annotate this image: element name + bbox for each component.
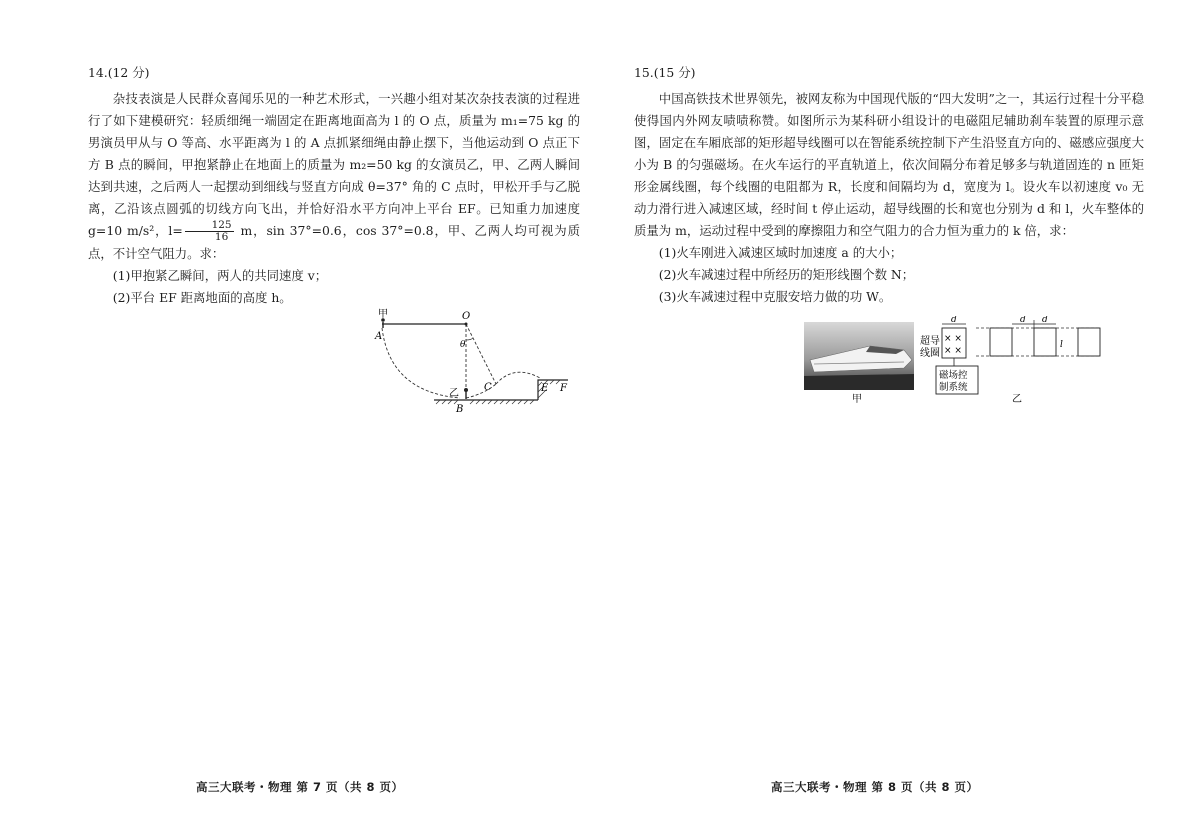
question-15-part-2: (2)火车减速过程中所经历的矩形线圈个数 N； <box>658 267 915 282</box>
label-C: C <box>484 382 492 393</box>
page-footer-right: 高三大联考・物理 第 8 页（共 8 页） <box>771 780 979 794</box>
question-15-part-1: (1)火车刚进入减速区域时加速度 a 的大小； <box>658 245 903 260</box>
pendulum-figure <box>372 306 582 414</box>
question-15-part-3: (3)火车减速过程中克服安培力做的功 W。 <box>658 289 892 304</box>
question-15 <box>634 62 1144 308</box>
label-yi: 乙 <box>1012 394 1022 405</box>
question-14-stem <box>88 88 580 265</box>
label-theta: θ <box>460 340 466 350</box>
fraction-denominator: 16 <box>214 231 229 243</box>
label-yi: 乙 <box>449 388 459 399</box>
control-label-1: 磁场控 <box>939 370 968 381</box>
coil-label-1: 超导 <box>920 336 940 347</box>
question-14-stem-tail: m，sin 37°=0.6，cos 37°=0.8，甲、乙两人均可视为质点，不计空气阻力。求： <box>88 223 580 261</box>
label-O: O <box>462 311 471 322</box>
question-15-header: 15.(15 分) <box>634 65 696 80</box>
coil-label-2: 线圈 <box>920 348 940 359</box>
label-jia: 甲 <box>852 394 862 405</box>
theta-arc <box>466 338 473 340</box>
label-B: B <box>456 404 464 414</box>
coil-d-label: d <box>951 316 957 325</box>
question-14 <box>88 62 580 309</box>
control-label-2: 制系统 <box>939 382 968 393</box>
question-14-part-2: (2)平台 EF 距离地面的高度 h。 <box>112 290 292 305</box>
question-14-header: 14.(12 分) <box>88 65 150 80</box>
question-14-part-1: (1)甲抱紧乙瞬间，两人的共同速度 v； <box>112 268 328 283</box>
question-14-stem-text: 杂技表演是人民群众喜闻乐见的一种艺术形式，一兴趣小组对某次杂技表演的过程进行了如下建模研究：轻质细绳一端固定在距离地面高为 l 的 O 点，质量为 m₁=75 kg 的男演员甲从与 O 等高、水平距离为 l 的 A 点抓紧细绳由静止摆下，当他运动到 O 点正下方 B 点的瞬间，甲抱紧静止在地面上的质量为 m₂=50 kg 的女演员乙，甲、乙两人瞬间达到共速，之后两人一起摆动到细线与竖直方向成 θ=37° 角的 C 点时，甲松开手与乙脱离，乙沿该点圆弧的切线方向飞出，并恰好沿水平方向冲上平台 EF。已知重力加速度 g=10 m/s²，l= <box>88 91 580 238</box>
page-footer-left: 高三大联考・物理 第 7 页（共 8 页） <box>196 780 404 794</box>
label-A: A <box>375 331 383 342</box>
coil-cross-bottom: × × <box>944 346 962 356</box>
question-15-stem: 中国高铁技术世界领先，被网友称为中国现代版的“四大发明”之一，其运行过程十分平稳使得国内外网友啧啧称赞。如图所示为某科研小组设计的电磁阻尼辅助刹车装置的原理示意图，固定在车厢底部的矩形超导线圈可以在智能系统控制下产生沿竖直方向的、磁感应强度大小为 B 的匀强磁场。在火车运行的平直轨道上，依次间隔分布着足够多与轨道固连的 n 匝矩形金属线圈，每个线圈的电阻都为 R，长度和间隔均为 d，宽度为 l。设火车以初速度 v₀ 无动力滑行进入减速区域，经时间 t 停止运动，超导线圈的长和宽也分别为 d 和 l，火车整体的质量为 m，运动过程中受到的摩擦阻力和空气阻力的合力恒为重力的 k 倍，求： <box>634 91 1144 238</box>
track-l-label: l <box>1060 340 1063 350</box>
fraction-l <box>185 220 234 243</box>
track-coil-d-label: d <box>1042 316 1048 325</box>
label-F: F <box>560 383 567 394</box>
maglev-brake-figure <box>800 316 1120 408</box>
fraction-numerator: 125 <box>185 220 234 232</box>
projectile-path <box>496 372 540 384</box>
ground-hatch <box>436 400 534 404</box>
rope-OC <box>466 324 496 384</box>
track-coils <box>976 328 1100 356</box>
track-gap-d-label: d <box>1020 316 1026 325</box>
label-jia: 甲 <box>378 309 388 320</box>
coil-cross-top: × × <box>944 334 962 344</box>
train-photo <box>804 322 914 390</box>
label-E: E <box>541 383 549 394</box>
pivot-O-point <box>465 323 468 326</box>
